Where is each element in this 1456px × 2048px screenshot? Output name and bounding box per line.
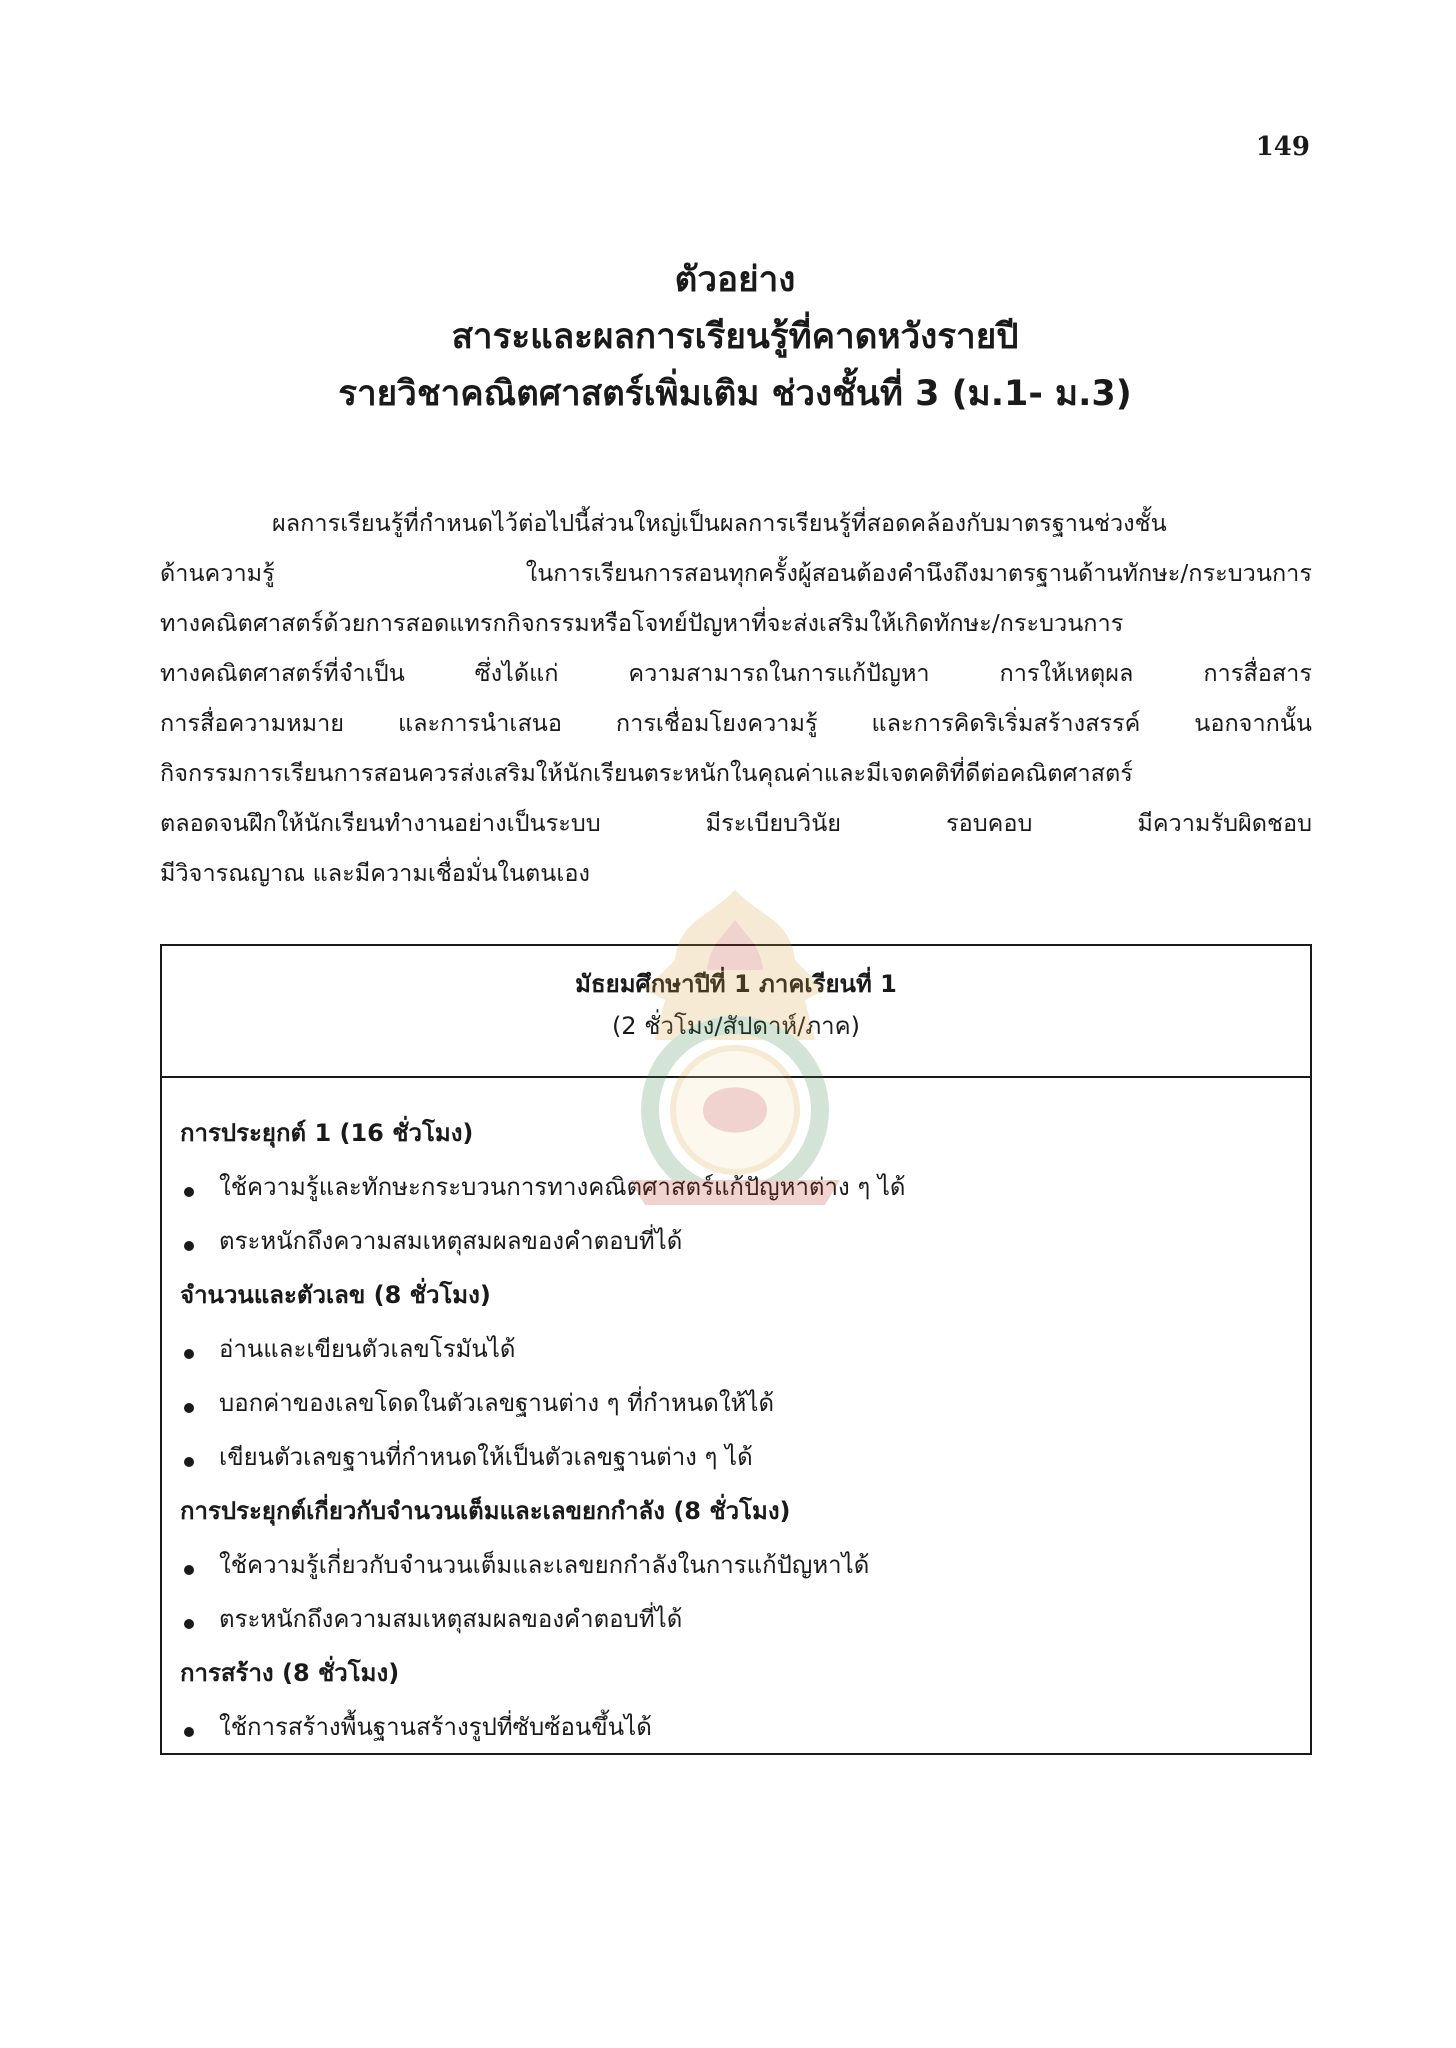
title-line-2: สาระและผลการเรียนรู้ที่คาดหวังรายปี <box>451 317 1019 357</box>
outcome-text: ใช้ความรู้เกี่ยวกับจำนวนเต็มและเลขยกกำลังในการแก้ปัญหาได้ <box>219 1551 870 1579</box>
outcome-item <box>180 1430 1310 1484</box>
box-header <box>162 946 1310 1078</box>
outcome-item <box>180 1160 1310 1214</box>
bullet-icon <box>184 1187 194 1197</box>
outcome-item <box>180 1592 1310 1646</box>
intro-line: ตลอดจนฝึกให้นักเรียนทำงานอย่างเป็นระบบ มีระเบียบวินัย รอบคอบ มีความรับผิดชอบ <box>160 809 1312 837</box>
box-body <box>162 1078 1310 1754</box>
intro-line: การสื่อความหมาย และการนำเสนอ การเชื่อมโยงความรู้ และการคิดริเริ่มสร้างสรรค์ นอกจากนั้น <box>160 709 1312 737</box>
title-line-3: รายวิชาคณิตศาสตร์เพิ่มเติม ช่วงชั้นที่ 3 (ม.1- ม.3) <box>338 374 1132 414</box>
outcome-text: เขียนตัวเลขฐานที่กำหนดให้เป็นตัวเลขฐานต่าง ๆ ได้ <box>219 1443 753 1471</box>
section-heading: การประยุกต์ 1 (16 ชั่วโมง) <box>180 1119 474 1147</box>
hours-per-week: (2 ชั่วโมง/สัปดาห์/ภาค) <box>611 1012 861 1040</box>
outcome-text: บอกค่าของเลขโดดในตัวเลขฐานต่าง ๆ ที่กำหนดให้ได้ <box>219 1389 775 1417</box>
outcome-text: ใช้การสร้างพื้นฐานสร้างรูปที่ซับซ้อนขึ้นได้ <box>219 1713 652 1741</box>
title-line-1: ตัวอย่าง <box>674 260 796 300</box>
outcome-item <box>180 1214 1310 1268</box>
intro-line: มีวิจารณญาณ และมีความเชื่อมั่นในตนเอง <box>160 859 590 887</box>
bullet-icon <box>184 1727 194 1737</box>
intro-line: ทางคณิตศาสตร์ที่จำเป็น ซึ่งได้แก่ ความสามารถในการแก้ปัญหา การให้เหตุผล การสื่อสาร <box>160 659 1312 687</box>
section-heading: การประยุกต์เกี่ยวกับจำนวนเต็มและเลขยกกำลัง (8 ชั่วโมง) <box>180 1497 791 1525</box>
intro-line: ด้านความรู้ ในการเรียนการสอนทุกครั้งผู้สอนต้องคำนึงถึงมาตรฐานด้านทักษะ/กระบวนการ <box>160 559 1312 587</box>
outcome-text: ใช้ความรู้และทักษะกระบวนการทางคณิตศาสตร์แก้ปัญหาต่าง ๆ ได้ <box>219 1173 906 1201</box>
outcome-text: ตระหนักถึงความสมเหตุสมผลของคำตอบที่ได้ <box>219 1227 683 1255</box>
bullet-icon <box>184 1457 194 1467</box>
section-heading: การสร้าง (8 ชั่วโมง) <box>180 1659 400 1687</box>
section-heading: จำนวนและตัวเลข (8 ชั่วโมง) <box>180 1281 491 1309</box>
bullet-icon <box>184 1349 194 1359</box>
bullet-icon <box>184 1241 194 1251</box>
outcome-text: อ่านและเขียนตัวเลขโรมันได้ <box>219 1335 516 1363</box>
outcome-item <box>180 1376 1310 1430</box>
bullet-icon <box>184 1403 194 1413</box>
learning-outcomes-box <box>160 944 1312 1755</box>
outcome-text: ตระหนักถึงความสมเหตุสมผลของคำตอบที่ได้ <box>219 1605 683 1633</box>
intro-line: ผลการเรียนรู้ที่กำหนดไว้ต่อไปนี้ส่วนใหญ่เป็นผลการเรียนรู้ที่สอดคล้องกับมาตรฐานช่วงชั้น <box>272 509 1167 537</box>
outcome-item <box>180 1538 1310 1592</box>
bullet-icon <box>184 1565 194 1575</box>
bullet-icon <box>184 1619 194 1629</box>
grade-term-heading: มัธยมศึกษาปีที่ 1 ภาคเรียนที่ 1 <box>575 970 897 998</box>
intro-paragraph <box>160 498 1312 898</box>
intro-line: กิจกรรมการเรียนการสอนควรส่งเสริมให้นักเรียนตระหนักในคุณค่าและมีเจตคติที่ดีต่อคณิตศาสตร์ <box>160 759 1133 787</box>
outcome-item <box>180 1322 1310 1376</box>
page-title <box>160 252 1310 423</box>
outcome-item <box>180 1700 1310 1754</box>
page-number: 149 <box>1255 132 1310 162</box>
intro-line: ทางคณิตศาสตร์ด้วยการสอดแทรกกิจกรรมหรือโจทย์ปัญหาที่จะส่งเสริมให้เกิดทักษะ/กระบวนการ <box>160 609 1124 637</box>
